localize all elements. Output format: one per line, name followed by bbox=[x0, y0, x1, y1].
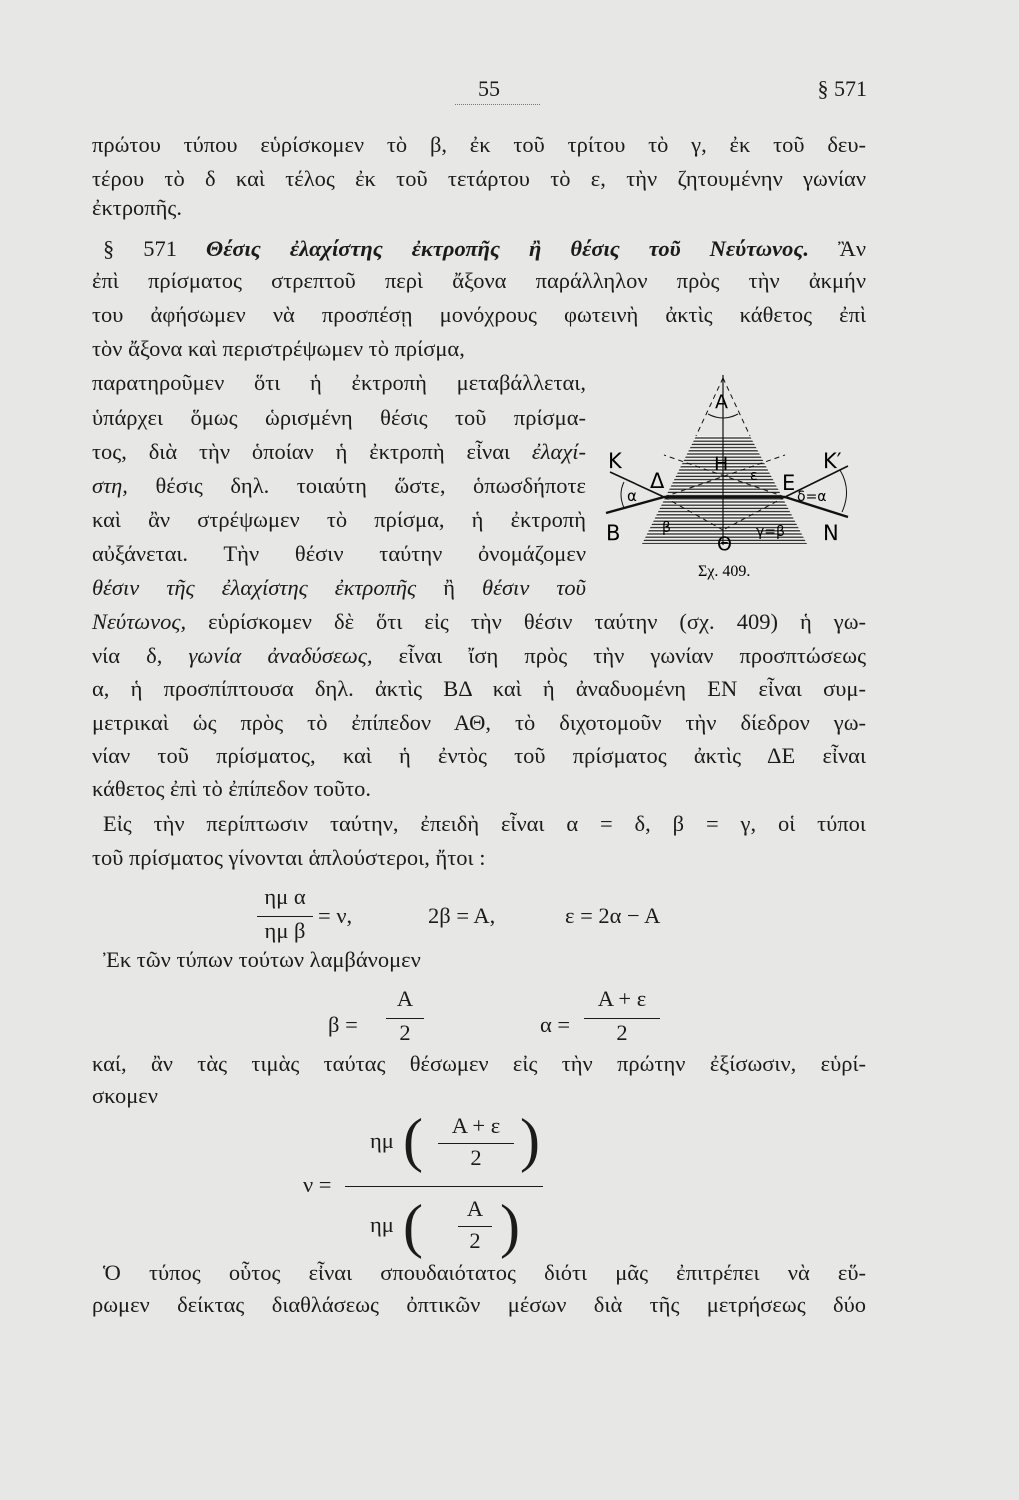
text-line bbox=[103, 810, 866, 838]
main-fraction-bar bbox=[345, 1186, 543, 1187]
formula-part: α = bbox=[540, 1012, 571, 1037]
text-span: ἐπὶ πρίσματος στρεπτοῦ περὶ ἄξονα παράλληλον πρὸς τὴν ἀκμήν bbox=[92, 268, 866, 293]
label-beta: β bbox=[662, 520, 671, 536]
text-line bbox=[92, 574, 586, 602]
formula-denominator: ημ β bbox=[264, 918, 306, 943]
header-rule bbox=[455, 104, 540, 105]
text-span: μετρικαὶ ὡς πρὸς τὸ ἐπίπεδον ΑΘ, τὸ διχοτομοῦν τὴν δίεδρον γω- bbox=[92, 710, 866, 735]
prism-figure bbox=[590, 370, 880, 590]
section-number: § 571 bbox=[817, 76, 867, 101]
text-line bbox=[92, 608, 866, 636]
italic-text: θέσιν τοῦ bbox=[482, 575, 586, 600]
text-span: ἐκτροπῆς. bbox=[92, 195, 182, 220]
text-line bbox=[103, 1259, 866, 1287]
text-span: του ἀφήσωμεν νὰ προσπέσῃ μονόχρους φωτεινὴ ἀκτὶς κάθετος ἐπὶ bbox=[92, 302, 866, 327]
text-line bbox=[92, 506, 586, 534]
formula-denominator: 2 bbox=[399, 1020, 411, 1045]
text-span: Ἐκ τῶν τύπων τούτων λαμβάνομεν bbox=[103, 947, 421, 972]
text-line bbox=[103, 946, 866, 974]
italic-text: θέσιν τῆς ἐλαχίστης ἐκτροπῆς bbox=[92, 575, 417, 600]
label-gamma-beta: γ=β bbox=[756, 524, 785, 540]
label-B: Β bbox=[606, 521, 621, 545]
formula-numerator: Α + ε bbox=[597, 986, 647, 1011]
paren-right: ) bbox=[500, 1193, 520, 1259]
text-line bbox=[92, 1082, 866, 1110]
text-line bbox=[92, 675, 866, 703]
fraction-bar bbox=[458, 1226, 492, 1227]
text-span: ἢ bbox=[416, 575, 483, 600]
text-line bbox=[92, 438, 586, 466]
text-line bbox=[92, 742, 866, 770]
text-span: πρώτου τύπου εὑρίσκομεν τὸ β, ἐκ τοῦ τρίτου τὸ γ, ἐκ τοῦ δευ- bbox=[92, 132, 866, 157]
text-line bbox=[92, 642, 866, 670]
formula-part: β = bbox=[328, 1012, 358, 1037]
text-span: καί, ἂν τὰς τιμὰς ταύτας θέσωμεν εἰς τὴν πρώτην ἐξίσωσιν, εὑρί- bbox=[92, 1051, 866, 1076]
text-line bbox=[103, 235, 866, 263]
text-span: καὶ ἂν στρέψωμεν τὸ πρίσμα, ἡ ἐκτροπὴ bbox=[92, 507, 586, 532]
text-span: σκομεν bbox=[92, 1083, 158, 1108]
text-span: αὐξάνεται. Τὴν θέσιν ταύτην ὀνομάζομεν bbox=[92, 541, 586, 566]
text-line bbox=[92, 1291, 866, 1319]
formula-numerator: Α + ε bbox=[451, 1113, 501, 1138]
text-span: Εἰς τὴν περίπτωσιν ταύτην, ἐπειδὴ εἶναι α = δ, β = γ, οἱ τύποι bbox=[103, 811, 866, 836]
text-line bbox=[92, 540, 586, 568]
figure-caption: Σχ. 409. bbox=[698, 563, 751, 580]
text-span: εὑρίσκομεν δὲ ὅτι εἰς τὴν θέσιν ταύτην (σχ. 409) ἡ γω- bbox=[186, 609, 866, 634]
text-span: θέσις δηλ. τοιαύτη ὥστε, ὁπωσδήποτε bbox=[127, 473, 586, 498]
paren-left: ( bbox=[403, 1193, 423, 1259]
text-span: Ὁ τύπος οὗτος εἶναι σπουδαιότατος διότι μᾶς ἐπιτρέπει νὰ εὕ- bbox=[103, 1260, 866, 1285]
label-Delta: Δ bbox=[650, 469, 665, 493]
fraction-bar bbox=[438, 1143, 514, 1144]
label-H: Η bbox=[714, 453, 729, 475]
formula-denominator: 2 bbox=[469, 1228, 481, 1253]
formula-denominator: 2 bbox=[616, 1020, 628, 1045]
formula-part: 2β = Α, bbox=[428, 903, 496, 928]
label-delta-alpha: δ=α bbox=[797, 489, 827, 505]
text-span: νίαν τοῦ πρίσματος, καὶ ἡ ἐντὸς τοῦ πρίσματος ἀκτὶς ΔΕ εἶναι bbox=[92, 743, 866, 768]
formula-denominator: 2 bbox=[470, 1145, 482, 1170]
formula-numerator: Α bbox=[396, 986, 414, 1011]
italic-text: ἐλαχί- bbox=[531, 439, 586, 464]
text-span: τὸν ἄξονα καὶ περιστρέψωμεν τὸ πρίσμα, bbox=[92, 336, 465, 361]
text-line bbox=[92, 844, 866, 872]
text-line bbox=[92, 301, 866, 329]
formula-part: ε = 2α − Α bbox=[565, 903, 661, 928]
text-span: Ἂν bbox=[809, 236, 866, 261]
text-line bbox=[92, 131, 866, 159]
text-span: κάθετος ἐπὶ τὸ ἐπίπεδον τοῦτο. bbox=[92, 776, 372, 801]
formula-function: ημ bbox=[370, 1212, 394, 1237]
text-line bbox=[92, 194, 866, 222]
text-span: § 571 bbox=[103, 236, 207, 261]
text-span: ὑπάρχει ὅμως ὡρισμένη θέσις τοῦ πρίσμα- bbox=[92, 405, 586, 430]
paren-right: ) bbox=[520, 1107, 540, 1173]
text-line bbox=[92, 369, 586, 397]
label-E: Ε bbox=[782, 471, 796, 495]
label-N: Ν bbox=[823, 521, 839, 545]
fraction-bar bbox=[584, 1018, 660, 1019]
text-line bbox=[92, 472, 586, 500]
text-span: παρατηροῦμεν ὅτι ἡ ἐκτροπὴ μεταβάλλεται, bbox=[92, 370, 586, 395]
label-K-prime: Κ′ bbox=[823, 449, 842, 473]
text-span: τοῦ πρίσματος γίνονται ἁπλούστεροι, ἤτοι : bbox=[92, 845, 486, 870]
formula-numerator: ημ α bbox=[264, 884, 306, 909]
paren-left: ( bbox=[403, 1107, 423, 1173]
label-K: Κ bbox=[608, 449, 622, 473]
italic-text: στη, bbox=[92, 473, 128, 498]
text-span: τος, διὰ τὴν ὁποίαν ἡ ἐκτροπὴ εἶναι bbox=[92, 439, 532, 464]
formula-function: ημ bbox=[370, 1128, 394, 1153]
formula-numerator: Α bbox=[466, 1196, 484, 1221]
text-line bbox=[92, 165, 866, 193]
text-line bbox=[92, 709, 866, 737]
text-span: ρωμεν δείκτας διαθλάσεως ὀπτικῶν μέσων διὰ τῆς μετρήσεως δύο bbox=[92, 1292, 866, 1317]
label-epsilon: ε bbox=[750, 468, 758, 484]
label-alpha: α bbox=[627, 487, 637, 505]
page-number: 55 bbox=[478, 76, 500, 101]
formula-part: ν = bbox=[303, 1172, 332, 1197]
italic-text: Θέσις ἐλαχίστης ἐκτροπῆς ἢ θέσις τοῦ Νεύτωνος. bbox=[206, 236, 810, 261]
label-Theta: Θ bbox=[717, 533, 732, 555]
text-line bbox=[92, 775, 866, 803]
text-line bbox=[92, 267, 866, 295]
text-span: εἶναι ἴση πρὸς τὴν γωνίαν προσπτώσεως bbox=[372, 643, 866, 668]
label-A: Α bbox=[715, 391, 728, 413]
italic-text: γωνία ἀναδύσεως, bbox=[188, 643, 373, 668]
fraction-bar bbox=[386, 1018, 424, 1019]
text-line bbox=[92, 1050, 866, 1078]
text-span: α, ἡ προσπίπτουσα δηλ. ἀκτὶς ΒΔ καὶ ἡ ἀναδυομένη ΕΝ εἶναι συμ- bbox=[92, 676, 866, 701]
text-span: τέρου τὸ δ καὶ τέλος ἐκ τοῦ τετάρτου τὸ ε, τὴν ζητουμένην γωνίαν bbox=[92, 166, 866, 191]
formula-part: = ν, bbox=[318, 903, 353, 928]
italic-text: Νεύτωνος, bbox=[92, 609, 187, 634]
text-span: νία δ, bbox=[92, 643, 189, 668]
text-line bbox=[92, 335, 586, 363]
fraction-bar bbox=[257, 916, 313, 917]
text-line bbox=[92, 404, 586, 432]
